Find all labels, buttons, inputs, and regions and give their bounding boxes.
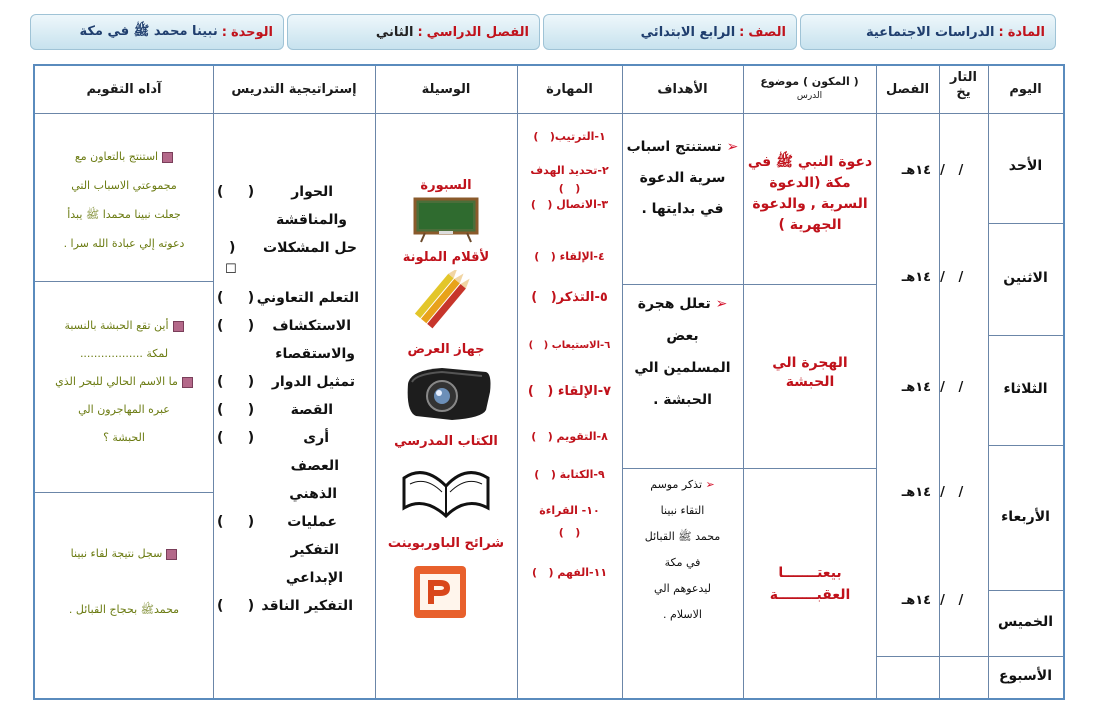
- strategy-item: تمثيل الدوار: [271, 374, 355, 390]
- col-tools: الوسيلة: [421, 82, 471, 97]
- skill-item: ٨-التقويم ( ): [531, 430, 608, 443]
- tool-pens-label: لأقلام الملونة: [402, 250, 490, 265]
- strategy-bracket: ( ): [217, 514, 255, 530]
- skill-item: ( ): [558, 182, 581, 195]
- day-sunday: الأحد: [1008, 158, 1043, 174]
- strategy-item: القصة: [290, 402, 333, 418]
- strategy-bracket: ( ): [217, 318, 255, 334]
- subject-label: المادة: [1007, 24, 1045, 40]
- strategy-bracket: ( ): [217, 430, 255, 446]
- strategy-item: التعلم التعاوني: [256, 290, 359, 306]
- grade-value: الرابع الابتدائي: [640, 24, 736, 40]
- date-thursday: / / ١٤هـ: [901, 593, 964, 608]
- skill-item: ١-الترتيب( ): [533, 130, 606, 143]
- day-thursday: الخميس: [997, 614, 1054, 630]
- date-monday: / / ١٤هـ: [901, 270, 964, 285]
- col-component-line2: الدرس: [796, 91, 823, 101]
- skill-item: ٩-الكتابة ( ): [534, 468, 605, 481]
- subject-header: المادة : الدراسات الاجتماعية: [800, 14, 1056, 50]
- strategy-item: حل المشكلات: [263, 240, 357, 256]
- projector-icon: [402, 362, 494, 424]
- arrow-icon: ➢: [705, 478, 715, 491]
- skill-item: ٥-التذكر( ): [531, 290, 608, 305]
- day-wednesday: الأربعاء: [1001, 509, 1050, 525]
- strategy-item: التفكير الناقد: [261, 598, 353, 614]
- subject-value: الدراسات الاجتماعية: [865, 24, 995, 40]
- skill-item: ١١-الفهم ( ): [531, 566, 608, 579]
- topic-1: دعوة النبي ﷺ في مكة (الدعوة السرية , والدعوة الجهرية ): [747, 154, 873, 233]
- strategy-bracket: (: [229, 240, 236, 256]
- grade-label: الصف: [748, 24, 786, 40]
- objective-2: ➢ تعلل هجرة بعض المسلمين الي الحبشة .: [634, 296, 731, 408]
- day-tuesday: الثلاثاء: [1003, 381, 1048, 397]
- arrow-icon: ➢: [715, 296, 728, 312]
- tool-book-label: الكتاب المدرسي: [394, 434, 498, 449]
- board-icon: [413, 197, 479, 243]
- col-skills: المهارة: [546, 82, 593, 97]
- col-class: الفصل: [885, 82, 930, 97]
- strategy-bracket: ( ): [217, 184, 255, 200]
- col-date-line1: التار: [949, 70, 977, 85]
- tool-projector-label: جهاز العرض: [407, 342, 485, 357]
- day-monday: الاثنين: [1003, 270, 1048, 286]
- term-label: الفصل الدراسي: [426, 24, 529, 40]
- bullet-icon: [162, 152, 173, 163]
- strategy-item: عمليات: [287, 514, 337, 530]
- objective-3: ➢ تذكر موسم التقاء نبينا محمد ﷺ القبائل في مكة ليدعوهم الي الاسلام .: [644, 478, 721, 621]
- skill-item: ٣-الاتصال ( ): [530, 198, 609, 211]
- term-value: الثاني: [375, 24, 414, 40]
- book-icon: [400, 456, 492, 522]
- skill-item: ( ): [558, 526, 581, 539]
- date-sunday: / / ١٤هـ: [901, 163, 964, 178]
- col-objectives: الأهداف: [657, 82, 708, 97]
- tool-slides-label: شرائح الباوربوينت: [387, 536, 505, 551]
- col-date: [939, 70, 988, 100]
- strategy-item: العصف: [290, 458, 339, 474]
- skill-item: ٦-الاستيعاب ( ): [528, 340, 611, 351]
- col-component: [743, 74, 876, 104]
- bullet-icon: [173, 321, 184, 332]
- skill-item: ٢-تحديد الهدف: [530, 164, 609, 177]
- bullet-icon: [166, 549, 177, 560]
- assessment-3: سجل نتيجة لقاء نبينا محمدﷺ بحجاج القبائل .: [68, 547, 180, 616]
- strategy-item: والاستقصاء: [275, 346, 355, 362]
- grade-header: الصف : الرابع الابتدائي: [543, 14, 797, 50]
- assessment-2: أين تقع الحبشة بالنسبة لمكة .................. ما الاسم الحالي للبحر الذي عبره المهاجرون الي الحبشة ؟: [38, 312, 210, 452]
- date-wednesday: / / ١٤هـ: [901, 485, 964, 500]
- strategy-item: التفكير: [290, 542, 339, 558]
- unit-value: نبينا محمد ﷺ في مكة: [79, 23, 218, 39]
- strategy-item: الإبداعي: [285, 570, 343, 586]
- col-strategy: إستراتيجية التدريس: [231, 82, 357, 97]
- col-assessment: آداه التقويم: [86, 82, 162, 97]
- date-tuesday: / / ١٤هـ: [901, 380, 964, 395]
- strategy-bracket: ( ): [217, 598, 255, 614]
- strategy-item: الحوار: [291, 184, 333, 200]
- col-day: اليوم: [1009, 82, 1042, 97]
- topic-3: بيعتـــــــا العقبــــــــة: [769, 565, 851, 603]
- skill-item: ١٠- القراءة: [539, 504, 600, 517]
- pencils-icon: [410, 270, 480, 332]
- col-component-line1: ( المكون ) موضوع: [760, 75, 859, 88]
- arrow-icon: ➢: [726, 139, 739, 155]
- unit-header: الوحدة : نبينا محمد ﷺ في مكة: [30, 14, 284, 50]
- strategy-bracket: ( ): [217, 374, 255, 390]
- skills-list: [519, 130, 620, 579]
- day-week: الأسبوع: [998, 668, 1053, 684]
- strategy-bracket: ( ): [217, 402, 255, 418]
- tool-board-label: السبورة: [420, 178, 472, 193]
- strategy-item: الذهني: [289, 486, 337, 502]
- unit-label: الوحدة: [230, 24, 273, 40]
- skill-item: ٧-الإلقاء ( ): [527, 384, 612, 399]
- strategy-item: أرى: [303, 430, 329, 446]
- bullet-icon: [182, 377, 193, 388]
- checkbox-icon: ☐: [225, 262, 237, 277]
- term-header: الفصل الدراسي : الثاني: [287, 14, 540, 50]
- topic-2: الهجرة الي الحبشة: [772, 355, 848, 390]
- strategy-item: الاستكشاف: [272, 318, 351, 334]
- powerpoint-icon: [410, 560, 472, 622]
- strategy-item: والمناقشة: [275, 212, 347, 228]
- assessment-1: استنتج بالتعاون مع مجموعتي الاسباب التي جعلت نبينا محمدا ﷺ يبدأ دعوته إلي عبادة الله سرا .: [63, 150, 185, 250]
- strategy-bracket: ( ): [217, 290, 255, 306]
- skill-item: ٤-الإلقاء ( ): [534, 250, 605, 263]
- objective-1: ➢ تستنتج اسباب سرية الدعوة في بدايتها .: [626, 139, 739, 217]
- col-date-line2: يخ: [956, 85, 971, 100]
